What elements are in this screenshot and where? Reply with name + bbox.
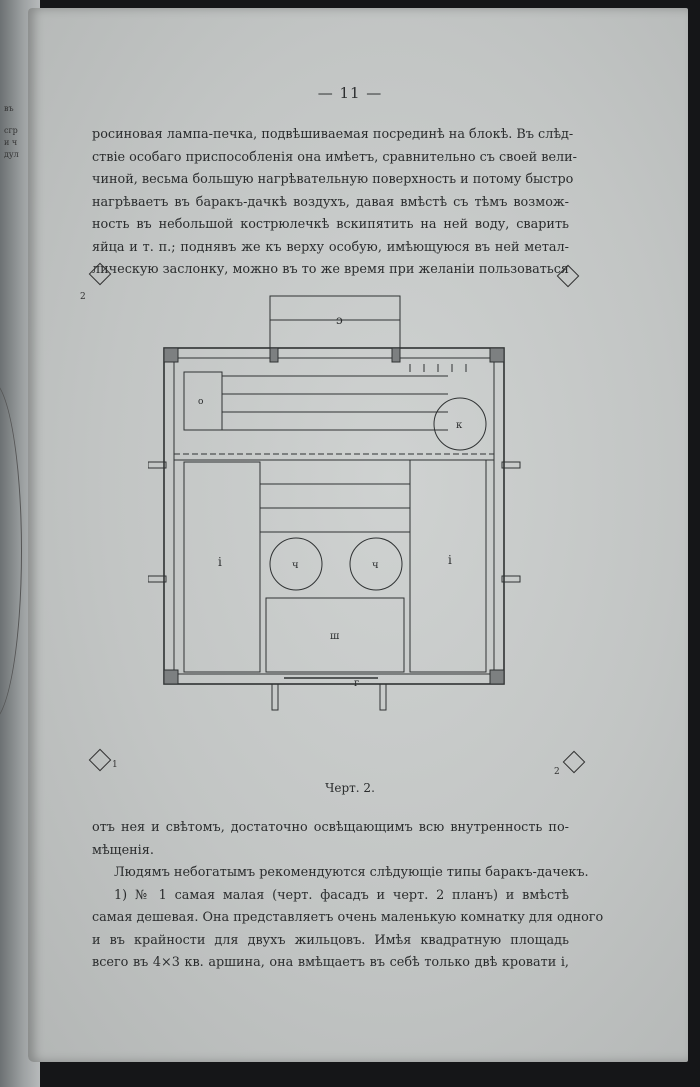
corner-number: 2 — [554, 767, 560, 777]
corner-number: 2 — [80, 292, 86, 302]
floor-plan-drawing — [148, 292, 524, 712]
text-line: 1) № 1 самая малая (черт. фасадъ и черт. 2 планъ) и вмѣстѣ — [114, 887, 569, 903]
label-bed-left: і — [218, 555, 222, 569]
label-chair-left: ч — [292, 560, 299, 571]
label-box: о — [198, 397, 204, 407]
text-line: и въ крайности для двухъ жильцовъ. Имѣя квадратную площадь — [92, 932, 569, 948]
label-table: ш — [330, 631, 340, 642]
text-line: Людямъ небогатымъ рекомендуются слѣдующіе типы баракъ-дачекъ. — [114, 865, 589, 880]
corner-number: 1 — [112, 760, 118, 770]
left-page-fragment: и ч — [4, 138, 18, 147]
porch-outline — [270, 296, 400, 348]
label-bed-right: і — [448, 553, 452, 567]
paragraph-top — [92, 124, 578, 282]
text-line: мѣщенія. — [92, 842, 154, 858]
label-chair-right: ч — [372, 560, 379, 571]
floor-plan-figure — [148, 292, 524, 712]
text-line: отъ нея и свѣтомъ, достаточно освѣщающимъ всю внутренность по- — [92, 820, 569, 835]
text-line: всего въ 4×3 кв. аршина, она вмѣщаетъ въ себѣ только двѣ кровати і, — [92, 955, 569, 970]
label-porch: ɔ — [336, 313, 343, 327]
left-page-fragment: сгр — [4, 126, 18, 135]
label-door: г — [354, 678, 360, 689]
text-line: нагрѣваетъ въ баракъ-дачкѣ воздухъ, давая вмѣстѣ съ тѣмъ возмож- — [92, 194, 569, 210]
text-line: росиновая лампа-печка, подвѣшиваемая посрединѣ на блокѣ. Въ слѣд- — [92, 127, 574, 142]
text-line: яйца и т. п.; поднявъ же къ верху особую, имѣющуюся въ ней метал- — [92, 239, 569, 255]
text-line: ствіе особаго приспособленія она имѣетъ, сравнительно съ своей вели- — [92, 149, 578, 165]
left-page-fragment: дул — [4, 150, 19, 159]
page-number: — 11 — — [317, 84, 383, 102]
paragraph-bottom — [92, 817, 604, 975]
text-line: чиной, весьма большую нагрѣвательную поверхность и потому быстро — [92, 172, 574, 187]
bed-left — [184, 462, 260, 672]
text-line: лическую заслонку, можно въ то же время при желаніи пользоваться — [92, 262, 569, 277]
text-line: самая дешевая. Она представляетъ очень маленькую комнатку для одного — [92, 910, 604, 925]
left-page-drawing-arc — [0, 380, 22, 722]
label-stove: к — [456, 420, 463, 431]
figure-caption: Черт. 2. — [325, 781, 375, 795]
text-line: ность въ небольшой кострюлечкѣ вскипятить на ней воду, сварить — [92, 217, 569, 232]
left-page-fragment: въ — [4, 104, 14, 113]
